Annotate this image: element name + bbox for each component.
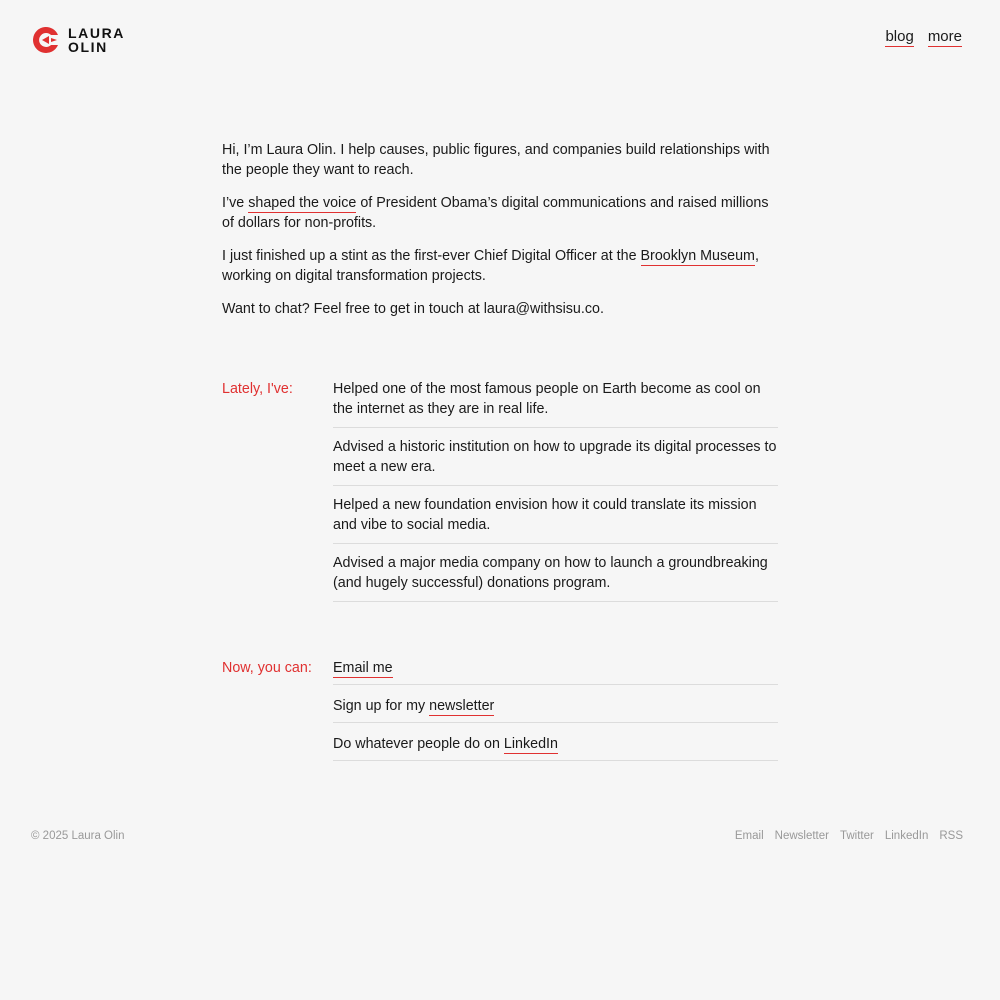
intro-p3-after: , working on digital transformation projects. [222, 248, 759, 284]
intro-p3-before: I just finished up a stint as the first-ever Chief Digital Officer at the [222, 248, 641, 264]
now-item-newsletter [333, 696, 778, 723]
intro-p2-before: I’ve [222, 195, 249, 211]
intro-p2-after: of President Obama’s digital communications and raised millions of dollars for non-profits. [222, 195, 769, 231]
intro-paragraph-3 [222, 246, 778, 286]
newsletter-link[interactable]: newsletter [429, 698, 495, 714]
logo-line-2: OLIN [68, 39, 108, 55]
lately-label: Lately, I've: [222, 381, 293, 397]
lately-item: Advised a major media company on how to launch a groundbreaking (and hugely successful) donations program. [333, 553, 778, 602]
intro-paragraph-4: Want to chat? Feel free to get in touch at laura@withsisu.co. [222, 301, 604, 317]
logo-line-1: LAURA [68, 25, 125, 41]
linkedin-link[interactable]: LinkedIn [503, 736, 558, 752]
lately-list [333, 379, 778, 602]
footer-rss-link[interactable]: RSS [939, 830, 963, 842]
intro-paragraph-2 [222, 193, 778, 233]
footer-email-link[interactable]: Email [734, 830, 764, 842]
footer-newsletter-link[interactable]: Newsletter [774, 830, 829, 842]
footer-twitter-link[interactable]: Twitter [839, 830, 874, 842]
nav-blog-link[interactable]: blog [885, 28, 914, 45]
lately-item: Advised a historic institution on how to upgrade its digital processes to meet a new era. [333, 437, 778, 486]
nav-more-link[interactable]: more [927, 28, 962, 45]
now-list [333, 658, 778, 761]
now-item-email [333, 658, 778, 685]
lately-item: Helped a new foundation envision how it could translate its mission and vibe to social media. [333, 495, 778, 544]
top-nav [885, 28, 962, 47]
newsletter-prefix: Sign up for my [333, 698, 430, 714]
now-label: Now, you can: [222, 660, 312, 676]
laura-olin-logo-icon [31, 26, 59, 54]
logo-link[interactable] [31, 26, 125, 54]
footer-copyright: © 2025 Laura Olin [31, 830, 125, 842]
footer-links [735, 830, 963, 842]
lately-section [222, 379, 778, 602]
footer-linkedin-link[interactable]: LinkedIn [884, 830, 929, 842]
intro-paragraph-1: Hi, I’m Laura Olin. I help causes, public figures, and companies build relationships with the people they want to reach. [222, 142, 770, 178]
now-section [222, 658, 778, 761]
now-item-linkedin [333, 734, 778, 761]
email-me-link[interactable]: Email me [333, 660, 393, 676]
logo-wordmark [68, 26, 125, 54]
intro-section [222, 140, 778, 332]
shaped-the-voice-link[interactable]: shaped the voice [248, 195, 357, 211]
brooklyn-museum-link[interactable]: Brooklyn Museum [640, 248, 755, 264]
linkedin-prefix: Do whatever people do on [333, 736, 504, 752]
lately-item: Helped one of the most famous people on Earth become as cool on the internet as they are in real life. [333, 379, 778, 428]
